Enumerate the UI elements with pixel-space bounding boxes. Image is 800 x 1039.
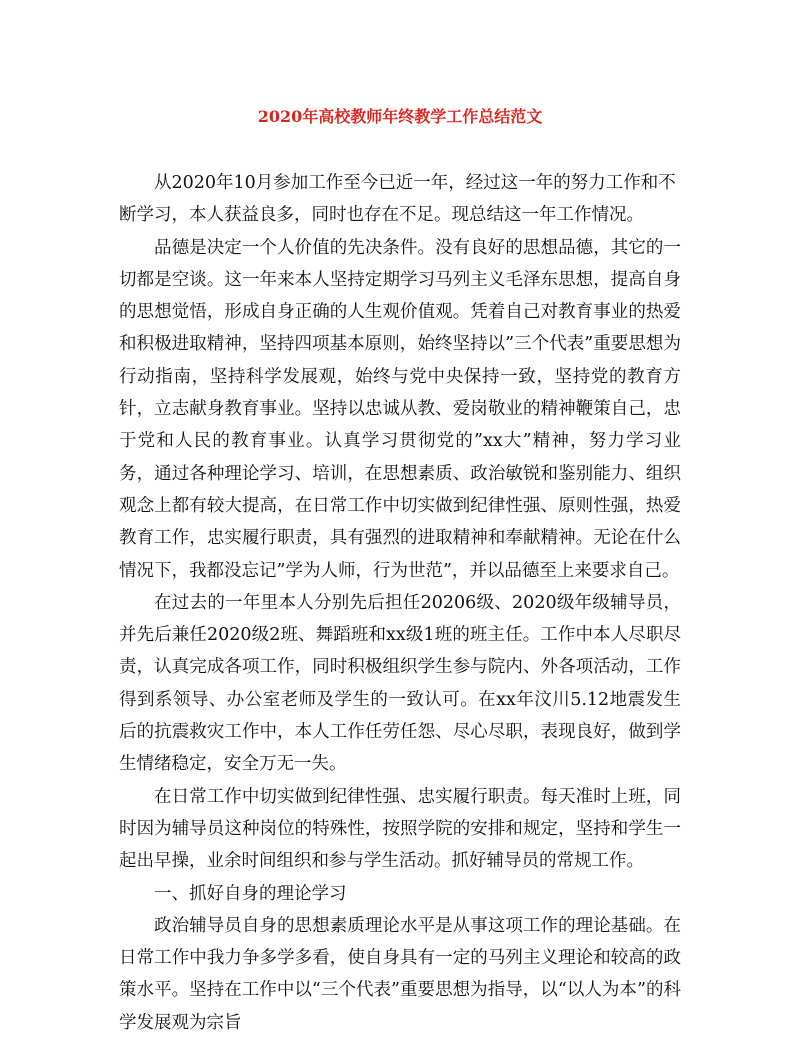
paragraph-theory-study: 政治辅导员自身的思想素质理论水平是从事这项工作的理论基础。在日常工作中我力争多学多看，使自身具有一定的马列主义理论和较高的政策水平。坚持在工作中以“三个代表”重要思想为指导，以“以人为本”的科学发展观为宗旨 bbox=[119, 915, 681, 1033]
paragraph-daily-work: 在日常工作中切实做到纪律性强、忠实履行职责。每天准时上班，同时因为辅导员这种岗位的特殊性，按照学院的安排和规定，坚持和学生一起出早操，业余时间组织和参与学生活动。抓好辅导员的常规工作。 bbox=[119, 786, 681, 872]
paragraph-counselor-roles: 在过去的一年里本人分别先后担任20206级、2020级年级辅导员，并先后兼任2020级2班、舞蹈班和xx级1班的班主任。工作中本人尽职尽责，认真完成各项工作，同时积极组织学生参与院内、外各项活动，工作得到系领导、办公室老师及学生的一致认可。在xx年汶川5.12地震发生后的抗震救灾工作中，本人工作任劳任怨、尽心尽职，表现良好，做到学生情绪稳定，安全万无一失。 bbox=[119, 592, 681, 775]
paragraph-intro: 从2020年10月参加工作至今已近一年，经过这一年的努力工作和不断学习，本人获益良多，同时也存在不足。现总结这一年工作情况。 bbox=[119, 173, 676, 226]
document-title: 2020年高校教师年终教学工作总结范文 bbox=[257, 107, 543, 126]
document-body bbox=[119, 167, 681, 1039]
paragraph-morality: 品德是决定一个人价值的先决条件。没有良好的思想品德，其它的一切都是空谈。这一年来本人坚持定期学习马列主义毛泽东思想，提高自身的思想觉悟，形成自身正确的人生观价值观。凭着自己对教育事业的热爱和积极进取精神，坚持四项基本原则，始终坚持以”三个代表”重要思想为行动指南，坚持科学发展观，始终与党中央保持一致，坚持党的教育方针，立志献身教育事业。坚持以忠诚从教、爱岗敬业的精神鞭策自己，忠于党和人民的教育事业。认真学习贯彻党的”xx大”精神，努力学习业务，通过各种理论学习、培训，在思想素质、政治敏锐和鉴别能力、组织观念上都有较大提高，在日常工作中切实做到纪律性强、原则性强，热爱教育工作，忠实履行职责，具有强烈的进取精神和奉献精神。无论在什么情况下，我都没忘记”学为人师，行为世范”，并以品德至上来要求自己。 bbox=[119, 237, 681, 581]
section-heading-theory-study: 一、抓好自身的理论学习 bbox=[154, 883, 347, 904]
